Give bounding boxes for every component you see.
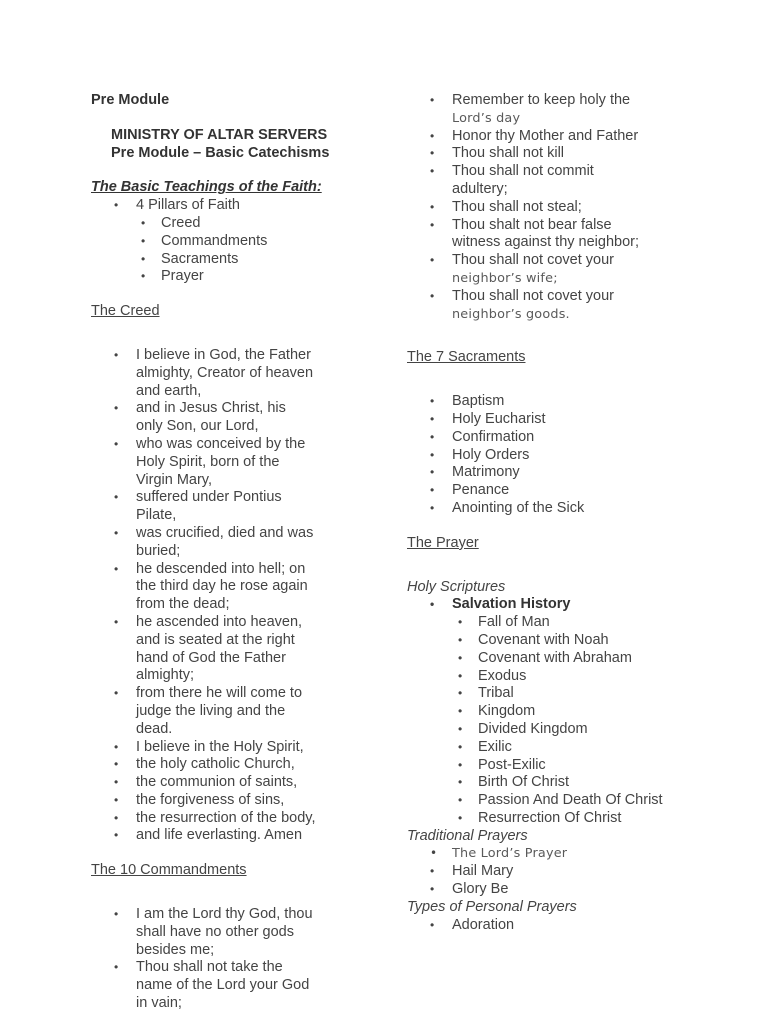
title-block [91, 127, 381, 163]
traditional-list [407, 845, 707, 898]
list-item: • who was conceived by the Holy Spirit, born of the Virgin Mary, [136, 436, 316, 489]
list-item: • Confirmation [452, 429, 707, 447]
list-item: • suffered under Pontius Pilate, [136, 489, 316, 525]
list-item: • Creed [161, 215, 381, 233]
list-item: • from there he will come to judge the living and the dead. [136, 685, 316, 738]
list-item-text: neighbor’s goods. [452, 306, 570, 322]
list-item: • 4 Pillars of Faith [136, 197, 381, 215]
salvation-sublist [407, 614, 707, 828]
prayer-heading: The Prayer [407, 534, 479, 551]
list-item: • Thou shall not commit adultery; [452, 163, 642, 199]
pre-module-label: Pre Module [91, 92, 170, 108]
list-item: • Thou shalt not bear false witness against thy neighbor; [452, 217, 642, 253]
list-item: • Holy Orders [452, 447, 707, 465]
personal-prayers-label: Types of Personal Prayers [407, 898, 577, 915]
list-item: • Sacraments [161, 251, 381, 269]
list-item: • Prayer [161, 268, 381, 286]
list-item: • the forgiveness of sins, [136, 792, 316, 810]
traditional-prayers-label: Traditional Prayers [407, 827, 528, 844]
list-item: • Exodus [478, 668, 707, 686]
creed-heading: The Creed [91, 303, 160, 320]
list-item: • Thou shall not kill [452, 145, 642, 163]
list-item: • Tribal [478, 685, 707, 703]
list-item: • he descended into hell; on the third day he rose again from the dead; [136, 561, 316, 614]
left-column [91, 92, 381, 1013]
pillars-sublist [91, 215, 381, 286]
list-item: • Divided Kingdom [478, 721, 707, 739]
list-item [452, 288, 642, 324]
sacraments-list [407, 393, 707, 518]
list-item: • Fall of Man [478, 614, 707, 632]
list-item: • Honor thy Mother and Father [452, 128, 642, 146]
list-item: • I believe in God, the Father almighty, Creator of heaven and earth, [136, 347, 316, 400]
list-item: • The Lord’s Prayer [452, 845, 707, 863]
list-item: • Passion And Death Of Christ [478, 792, 707, 810]
list-item: • the holy catholic Church, [136, 756, 316, 774]
list-item: • Hail Mary [452, 863, 707, 881]
basic-teachings-heading: The Basic Teachings of the Faith: [91, 179, 322, 196]
list-item: • was crucified, died and was buried; [136, 525, 316, 561]
list-item: • and life everlasting. Amen [136, 827, 316, 845]
list-item: • Adoration [452, 917, 707, 935]
list-item: • Penance [452, 482, 707, 500]
list-item: • Resurrection Of Christ [478, 810, 707, 828]
creed-list [91, 347, 316, 845]
right-column [407, 92, 707, 934]
list-item: • Matrimony [452, 464, 707, 482]
list-item: • Thou shall not take the name of the Lord your God in vain; [136, 959, 316, 1012]
list-item-text: Remember to keep holy the [452, 92, 631, 108]
personal-list [407, 917, 707, 935]
list-item: • Post-Exilic [478, 757, 707, 775]
commandments-list-left [91, 906, 316, 1013]
list-item: • I believe in the Holy Spirit, [136, 739, 316, 757]
list-item: • I am the Lord thy God, thou shall have no other gods besides me; [136, 906, 316, 959]
list-item: • Exilic [478, 739, 707, 757]
list-item: • Kingdom [478, 703, 707, 721]
pillars-list [91, 197, 381, 215]
list-item: • he ascended into heaven, and is seated at the right hand of God the Father almighty; [136, 614, 316, 685]
list-item: • the resurrection of the body, [136, 810, 316, 828]
holy-scriptures-label: Holy Scriptures [407, 578, 506, 595]
commandments-list-right [407, 92, 642, 323]
list-item: • Anointing of the Sick [452, 500, 707, 518]
salvation-list [407, 596, 707, 614]
list-item: • and in Jesus Christ, his only Son, our Lord, [136, 400, 316, 436]
list-item: • Salvation History [452, 596, 707, 614]
list-item: • the communion of saints, [136, 774, 316, 792]
list-item-text: Lord’s day [452, 110, 521, 126]
module-subtitle: Pre Module – Basic Catechisms [111, 144, 330, 161]
commandments-heading: The 10 Commandments [91, 862, 247, 879]
list-item [452, 252, 642, 288]
list-item: • Covenant with Noah [478, 632, 707, 650]
list-item-text: Thou shall not covet your [452, 252, 615, 269]
list-item: • Holy Eucharist [452, 411, 707, 429]
list-item: • Commandments [161, 233, 381, 251]
list-item [452, 92, 642, 128]
ministry-title: MINISTRY OF ALTAR SERVERS [111, 126, 328, 143]
list-item-text: Thou shall not covet your [452, 287, 615, 304]
list-item: • Birth Of Christ [478, 774, 707, 792]
list-item-text: neighbor’s wife; [452, 270, 558, 286]
sacraments-heading: The 7 Sacraments [407, 349, 526, 366]
list-item: • Baptism [452, 393, 707, 411]
list-item: • Covenant with Abraham [478, 650, 707, 668]
list-item: • Thou shall not steal; [452, 199, 642, 217]
list-item: • Glory Be [452, 881, 707, 899]
